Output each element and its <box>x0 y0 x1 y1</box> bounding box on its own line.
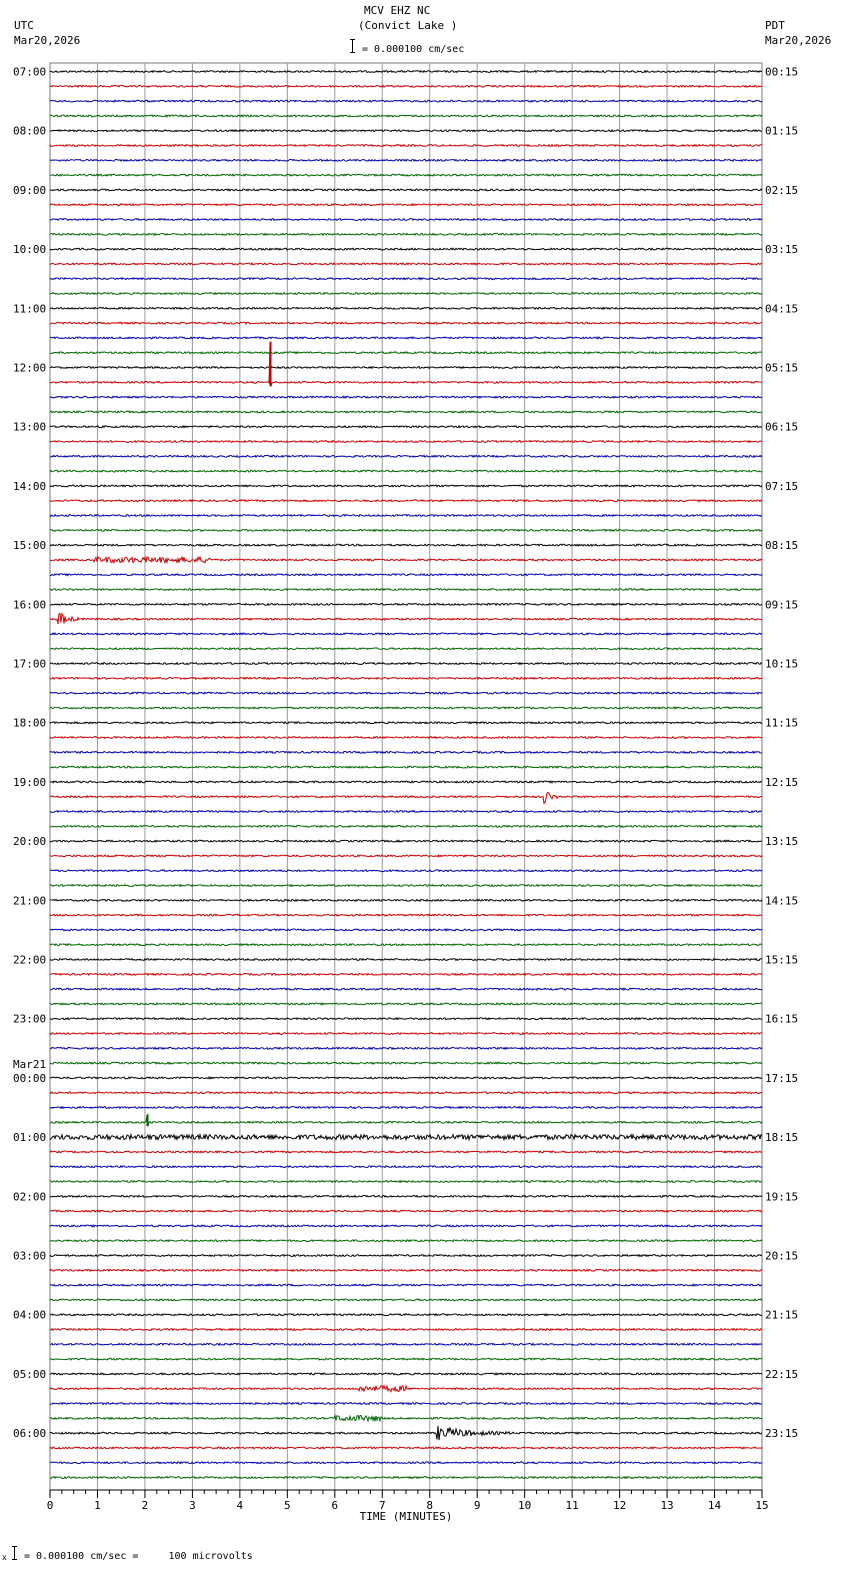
pdt-hour-label: 15:15 <box>765 953 799 967</box>
trace-13 <box>50 263 762 265</box>
utc-hour-label: 05:00 <box>13 1367 47 1381</box>
x-tick-label: 15 <box>755 1499 769 1512</box>
trace-92 <box>50 1426 762 1440</box>
trace-51 <box>50 825 762 827</box>
x-tick-label: 6 <box>331 1499 339 1512</box>
trace-73 <box>50 1151 762 1153</box>
trace-87 <box>50 1358 762 1360</box>
trace-27 <box>50 470 762 472</box>
x-tick-label: 7 <box>378 1499 386 1512</box>
trace-65 <box>50 1033 762 1035</box>
trace-75 <box>50 1181 762 1183</box>
trace-6 <box>50 159 762 161</box>
scale-text: = 0.000100 cm/sec <box>362 44 465 55</box>
x-tick-label: 3 <box>189 1499 196 1512</box>
utc-hour-label: 15:00 <box>13 539 47 553</box>
trace-72 <box>50 1135 762 1140</box>
trace-84 <box>50 1314 762 1316</box>
trace-18 <box>50 337 762 339</box>
trace-45 <box>50 737 762 739</box>
pdt-hour-label: 18:15 <box>765 1131 799 1145</box>
trace-61 <box>50 973 762 975</box>
x-tick-label: 5 <box>284 1499 291 1512</box>
trace-23 <box>50 411 762 413</box>
trace-21 <box>50 342 762 387</box>
utc-hour-label: 23:00 <box>13 1012 47 1026</box>
pdt-hour-label: 22:15 <box>765 1367 799 1381</box>
pdt-hour-label: 05:15 <box>765 361 799 375</box>
trace-15 <box>50 293 762 295</box>
utc-hour-label: 20:00 <box>13 835 47 849</box>
utc-date-change-label: Mar21 <box>13 1057 47 1071</box>
trace-67 <box>50 1062 762 1064</box>
pdt-hour-label: 10:15 <box>765 657 799 671</box>
traces <box>50 71 762 1479</box>
trace-66 <box>50 1047 762 1049</box>
trace-81 <box>50 1269 762 1271</box>
scale-bar-top <box>350 39 355 40</box>
trace-79 <box>50 1240 762 1242</box>
utc-hour-label: 13:00 <box>13 420 47 434</box>
trace-39 <box>50 648 762 650</box>
trace-9 <box>50 204 762 206</box>
utc-hour-label: 07:00 <box>13 65 47 79</box>
trace-55 <box>50 885 762 887</box>
x-axis <box>47 1490 769 1523</box>
trace-82 <box>50 1284 762 1286</box>
trace-33 <box>50 557 762 563</box>
x-tick-label: 8 <box>426 1499 434 1512</box>
trace-12 <box>50 248 762 250</box>
pdt-hour-label: 09:15 <box>765 598 799 612</box>
pdt-hour-label: 02:15 <box>765 183 799 197</box>
trace-14 <box>50 278 762 280</box>
pdt-hour-label: 08:15 <box>765 539 799 553</box>
station-location: (Convict Lake ) <box>358 19 458 32</box>
left-date: Mar20,2026 <box>14 34 81 47</box>
x-tick-label: 11 <box>565 1499 579 1512</box>
utc-hour-label: 11:00 <box>13 302 47 316</box>
pdt-hour-label: 17:15 <box>765 1071 799 1085</box>
plot-frame <box>50 63 762 1490</box>
left-timezone: UTC <box>14 19 34 32</box>
pdt-hour-label: 03:15 <box>765 243 799 257</box>
trace-85 <box>50 1329 762 1331</box>
footer-mark: x <box>2 1553 7 1562</box>
trace-24 <box>50 426 762 428</box>
footer-scale-bar-top <box>12 1546 17 1547</box>
trace-28 <box>50 485 762 487</box>
utc-hour-label: 02:00 <box>13 1190 47 1204</box>
trace-77 <box>50 1210 762 1212</box>
trace-56 <box>50 899 762 901</box>
trace-58 <box>50 929 762 931</box>
trace-54 <box>50 870 762 872</box>
trace-50 <box>50 811 762 813</box>
trace-5 <box>50 145 762 147</box>
trace-47 <box>50 766 762 768</box>
trace-70 <box>50 1107 762 1109</box>
x-tick-label: 9 <box>473 1499 481 1512</box>
x-tick-label: 14 <box>707 1499 722 1512</box>
pdt-hour-label: 06:15 <box>765 420 799 434</box>
trace-46 <box>50 751 762 753</box>
trace-35 <box>50 589 762 591</box>
trace-59 <box>50 944 762 946</box>
trace-19 <box>50 352 762 354</box>
trace-22 <box>50 396 762 398</box>
x-tick-label: 4 <box>236 1499 244 1512</box>
trace-30 <box>50 515 762 517</box>
utc-hour-label: 00:00 <box>13 1071 47 1085</box>
trace-31 <box>50 529 762 531</box>
trace-32 <box>50 544 762 546</box>
pdt-hour-label: 00:15 <box>765 65 799 79</box>
trace-11 <box>50 233 762 235</box>
x-tick-label: 13 <box>660 1499 674 1512</box>
pdt-hour-label: 13:15 <box>765 835 799 849</box>
pdt-hour-label: 11:15 <box>765 716 799 730</box>
utc-hour-label: 17:00 <box>13 657 47 671</box>
trace-76 <box>50 1195 762 1197</box>
trace-8 <box>50 189 762 191</box>
trace-88 <box>50 1373 762 1375</box>
trace-3 <box>50 115 762 117</box>
trace-62 <box>50 988 762 990</box>
trace-78 <box>50 1225 762 1227</box>
trace-91 <box>50 1415 762 1421</box>
pdt-hour-label: 21:15 <box>765 1308 799 1322</box>
trace-64 <box>50 1018 762 1020</box>
pdt-hour-label: 16:15 <box>765 1012 799 1026</box>
trace-40 <box>50 663 762 665</box>
trace-17 <box>50 322 762 324</box>
pdt-hour-label: 20:15 <box>765 1249 799 1263</box>
trace-16 <box>50 307 762 309</box>
utc-hour-label: 19:00 <box>13 775 47 789</box>
pdt-hour-label: 14:15 <box>765 894 799 908</box>
utc-hour-label: 04:00 <box>13 1308 47 1322</box>
trace-1 <box>50 85 762 87</box>
utc-hour-label: 14:00 <box>13 479 47 493</box>
trace-90 <box>50 1403 762 1405</box>
trace-86 <box>50 1343 762 1345</box>
trace-68 <box>50 1077 762 1079</box>
trace-29 <box>50 500 762 502</box>
trace-37 <box>50 613 762 623</box>
pdt-hour-label: 19:15 <box>765 1190 799 1204</box>
trace-95 <box>50 1477 762 1479</box>
utc-hour-label: 18:00 <box>13 716 47 730</box>
trace-25 <box>50 441 762 443</box>
pdt-hour-label: 12:15 <box>765 775 799 789</box>
grid-lines <box>50 63 762 1490</box>
trace-38 <box>50 633 762 635</box>
utc-hour-label: 01:00 <box>13 1131 47 1145</box>
trace-74 <box>50 1166 762 1168</box>
footer-scale-bar-icon <box>14 1546 15 1560</box>
trace-69 <box>50 1092 762 1094</box>
x-tick-label: 10 <box>518 1499 532 1512</box>
pdt-hour-label: 04:15 <box>765 302 799 316</box>
trace-60 <box>50 959 762 961</box>
utc-hour-label: 21:00 <box>13 894 47 908</box>
trace-48 <box>50 781 762 783</box>
x-tick-label: 2 <box>141 1499 149 1512</box>
trace-44 <box>50 722 762 724</box>
pdt-hour-label: 07:15 <box>765 479 799 493</box>
trace-34 <box>50 574 762 576</box>
utc-hour-label: 16:00 <box>13 598 47 612</box>
utc-hour-label: 10:00 <box>13 243 47 257</box>
pdt-hour-label: 23:15 <box>765 1427 799 1441</box>
x-axis-label: TIME (MINUTES) <box>359 1510 453 1523</box>
trace-93 <box>50 1447 762 1449</box>
pdt-hour-label: 01:15 <box>765 124 799 138</box>
trace-7 <box>50 174 762 176</box>
trace-36 <box>50 603 762 605</box>
trace-52 <box>50 840 762 842</box>
trace-26 <box>50 455 762 457</box>
utc-hour-label: 06:00 <box>13 1427 47 1441</box>
trace-4 <box>50 130 762 132</box>
scale-bar-bottom <box>350 52 355 53</box>
trace-71 <box>50 1114 762 1127</box>
x-tick-label: 0 <box>46 1499 54 1512</box>
x-tick-label: 1 <box>94 1499 101 1512</box>
trace-83 <box>50 1299 762 1301</box>
x-tick-label: 12 <box>612 1499 627 1512</box>
utc-hour-label: 22:00 <box>13 953 47 967</box>
trace-49 <box>50 793 762 804</box>
trace-53 <box>50 855 762 857</box>
utc-hour-label: 09:00 <box>13 183 47 197</box>
station-title: MCV EHZ NC <box>364 4 431 17</box>
trace-63 <box>50 1003 762 1005</box>
scale-bar-icon <box>352 39 353 53</box>
right-date: Mar20,2026 <box>765 34 832 47</box>
trace-10 <box>50 219 762 221</box>
utc-hour-label: 03:00 <box>13 1249 47 1263</box>
utc-hour-label: 12:00 <box>13 361 47 375</box>
trace-42 <box>50 692 762 694</box>
trace-57 <box>50 914 762 916</box>
trace-20 <box>50 367 762 369</box>
trace-0 <box>50 71 762 73</box>
utc-hour-label: 08:00 <box>13 124 47 138</box>
footer-scale-bar-bottom <box>12 1559 17 1560</box>
trace-94 <box>50 1462 762 1464</box>
trace-41 <box>50 677 762 679</box>
footer-scale-text: = 0.000100 cm/sec = 100 microvolts <box>24 1551 253 1562</box>
trace-2 <box>50 100 762 102</box>
trace-43 <box>50 707 762 709</box>
trace-80 <box>50 1255 762 1257</box>
right-timezone: PDT <box>765 19 785 32</box>
trace-89 <box>50 1386 762 1392</box>
